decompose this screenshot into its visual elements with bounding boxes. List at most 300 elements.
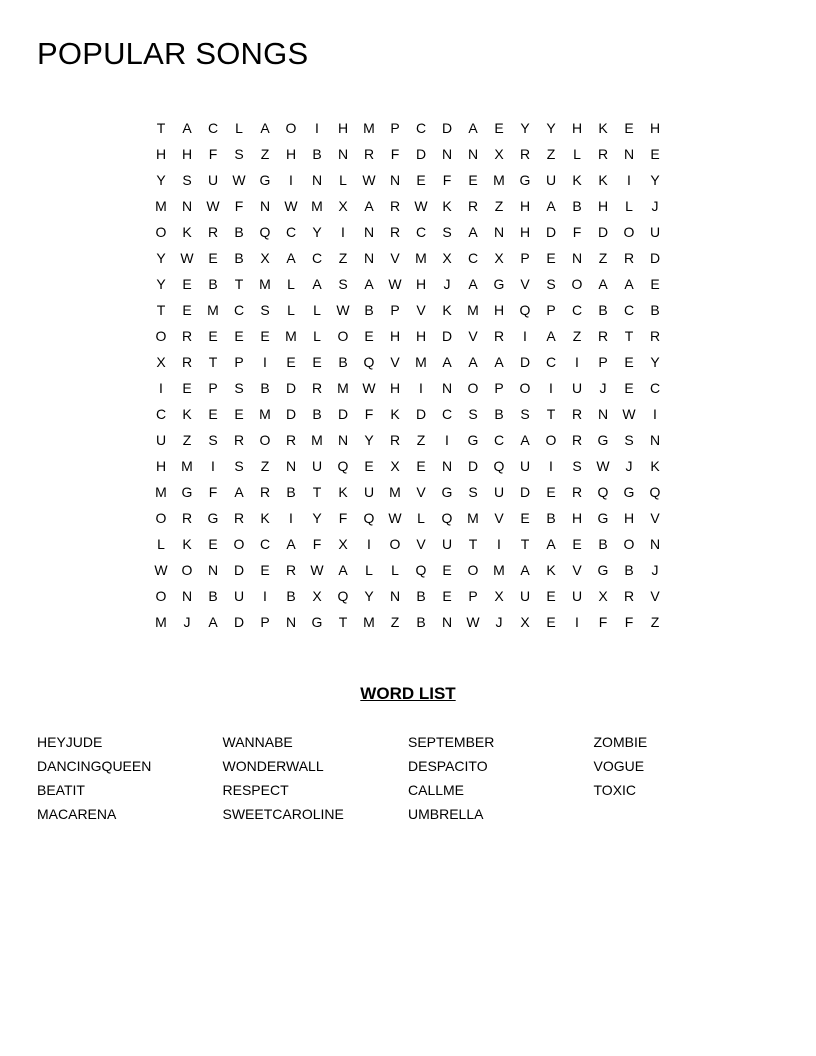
grid-letter: E (624, 380, 634, 396)
grid-letter: H (649, 120, 661, 136)
grid-letter: Y (520, 120, 530, 136)
grid-letter: E (624, 120, 634, 136)
grid-letter: L (417, 510, 425, 526)
grid-letter: J (599, 380, 607, 396)
grid-letter: C (415, 224, 427, 240)
grid-letter: R (389, 198, 401, 214)
grid-letter: B (416, 588, 426, 604)
grid-letter: E (182, 276, 192, 292)
grid-letter: B (598, 302, 608, 318)
grid-letter: E (208, 250, 218, 266)
grid-letter: W (362, 380, 376, 396)
grid-letter: W (466, 614, 480, 630)
grid-letter: G (623, 484, 635, 500)
grid-letter: N (389, 172, 401, 188)
grid-letter: B (234, 224, 244, 240)
grid-letter: A (286, 536, 296, 552)
grid-letter: E (364, 328, 374, 344)
grid-letter: S (338, 276, 348, 292)
grid-letter: R (259, 484, 271, 500)
grid-letter: C (259, 536, 271, 552)
grid-letter: A (234, 484, 244, 500)
grid-letter: F (312, 536, 322, 552)
grid-letter: P (546, 302, 556, 318)
grid-letter: U (207, 172, 219, 188)
grid-letter: H (155, 458, 167, 474)
word-list-item: WANNABE (222, 734, 293, 750)
grid-letter: R (181, 510, 193, 526)
grid-letter: Q (363, 354, 375, 370)
grid-letter: O (181, 562, 193, 578)
word-list-item: DESPACITO (408, 758, 488, 774)
grid-letter: D (415, 406, 427, 422)
grid-letter: S (442, 224, 452, 240)
grid-letter: J (625, 458, 633, 474)
grid-letter: S (468, 406, 478, 422)
grid-letter: C (207, 120, 219, 136)
grid-letter: E (416, 458, 426, 474)
grid-letter: X (494, 146, 504, 162)
word-list-item: UMBRELLA (408, 806, 484, 822)
grid-letter: W (284, 198, 298, 214)
grid-letter: C (623, 302, 635, 318)
grid-letter: T (468, 536, 478, 552)
word-list-item: BEATIT (37, 782, 85, 798)
grid-letter: L (157, 536, 165, 552)
grid-letter: E (572, 536, 582, 552)
grid-letter: E (494, 120, 504, 136)
grid-letter: H (519, 224, 531, 240)
grid-letter: O (155, 588, 167, 604)
grid-letter: U (571, 588, 583, 604)
grid-letter: X (494, 250, 504, 266)
grid-letter: R (597, 328, 609, 344)
grid-letter: O (623, 224, 635, 240)
grid-letter: G (493, 276, 505, 292)
grid-letter: X (156, 354, 166, 370)
grid-letter: U (519, 588, 531, 604)
grid-letter: N (337, 432, 349, 448)
grid-letter: R (389, 432, 401, 448)
grid-letter: E (546, 484, 556, 500)
grid-letter: W (622, 406, 636, 422)
grid-letter: E (234, 328, 244, 344)
grid-letter: N (467, 146, 479, 162)
grid-letter: O (571, 276, 583, 292)
grid-letter: M (493, 562, 505, 578)
grid-letter: M (259, 276, 271, 292)
grid-letter: H (519, 198, 531, 214)
grid-letter: W (154, 562, 168, 578)
grid-letter: M (311, 432, 323, 448)
grid-letter: J (651, 562, 659, 578)
page-title: POPULAR SONGS (37, 36, 309, 71)
grid-letter: N (337, 146, 349, 162)
grid-letter: L (235, 120, 243, 136)
grid-letter: R (623, 588, 635, 604)
grid-letter: H (415, 328, 427, 344)
grid-letter: K (442, 302, 452, 318)
grid-letter: X (390, 458, 400, 474)
grid-letter: A (312, 276, 322, 292)
grid-letter: W (206, 198, 220, 214)
grid-letter: B (208, 588, 218, 604)
word-list-heading: WORD LIST (360, 684, 456, 703)
grid-letter: F (338, 510, 348, 526)
grid-letter: Q (337, 588, 349, 604)
grid-letter: Z (390, 614, 400, 630)
grid-letter: H (337, 120, 349, 136)
grid-letter: B (598, 536, 608, 552)
grid-letter: I (549, 458, 553, 474)
grid-letter: A (520, 432, 530, 448)
grid-letter: F (572, 224, 582, 240)
grid-letter: H (389, 380, 401, 396)
grid-letter: M (493, 172, 505, 188)
grid-letter: T (208, 354, 218, 370)
grid-letter: L (313, 328, 321, 344)
grid-letter: S (234, 458, 244, 474)
grid-letter: S (572, 458, 582, 474)
grid-letter: A (182, 120, 192, 136)
grid-letter: Z (182, 432, 192, 448)
grid-letter: V (494, 510, 504, 526)
grid-letter: U (363, 484, 375, 500)
grid-letter: K (650, 458, 660, 474)
grid-letter: Q (649, 484, 661, 500)
grid-letter: B (650, 302, 660, 318)
grid-letter: S (234, 380, 244, 396)
grid-letter: I (263, 588, 267, 604)
grid-letter: K (338, 484, 348, 500)
grid-letter: P (234, 354, 244, 370)
grid-letter: C (467, 250, 479, 266)
grid-letter: E (546, 614, 556, 630)
grid-letter: O (467, 562, 479, 578)
grid-letter: J (443, 276, 451, 292)
grid-letter: A (468, 120, 478, 136)
grid-letter: X (520, 614, 530, 630)
grid-letter: E (624, 354, 634, 370)
grid-letter: B (572, 198, 582, 214)
grid-letter: Y (650, 354, 660, 370)
grid-letter: O (389, 536, 401, 552)
grid-letter: S (234, 146, 244, 162)
grid-letter: F (442, 172, 452, 188)
grid-letter: W (336, 302, 350, 318)
grid-letter: Y (156, 250, 166, 266)
grid-letter: S (624, 432, 634, 448)
grid-letter: D (519, 354, 531, 370)
grid-letter: A (546, 536, 556, 552)
grid-letter: I (575, 614, 579, 630)
grid-letter: J (495, 614, 503, 630)
grid-letter: R (493, 328, 505, 344)
grid-letter: N (441, 380, 453, 396)
grid-letter: T (156, 302, 166, 318)
grid-letter: M (155, 198, 167, 214)
grid-letter: A (208, 614, 218, 630)
grid-letter: B (286, 484, 296, 500)
grid-letter: V (390, 250, 400, 266)
grid-letter: W (388, 276, 402, 292)
grid-letter: N (181, 198, 193, 214)
grid-letter: G (207, 510, 219, 526)
grid-letter: D (467, 458, 479, 474)
grid-letter: E (182, 302, 192, 318)
grid-letter: N (571, 250, 583, 266)
grid-letter: F (598, 614, 608, 630)
grid-letter: E (416, 172, 426, 188)
grid-letter: N (259, 198, 271, 214)
grid-letter: G (597, 562, 609, 578)
grid-letter: I (289, 510, 293, 526)
grid-letter: I (159, 380, 163, 396)
grid-letter: F (208, 484, 218, 500)
grid-letter: M (389, 484, 401, 500)
grid-letter: H (389, 328, 401, 344)
grid-letter: H (493, 302, 505, 318)
grid-letter: I (289, 172, 293, 188)
grid-letter: Y (156, 172, 166, 188)
grid-letter: A (364, 198, 374, 214)
grid-letter: Q (415, 562, 427, 578)
grid-letter: E (208, 328, 218, 344)
grid-letter: T (546, 406, 556, 422)
grid-letter: H (597, 198, 609, 214)
grid-letter: M (155, 484, 167, 500)
grid-letter: M (337, 380, 349, 396)
grid-letter: I (315, 120, 319, 136)
grid-letter: M (467, 510, 479, 526)
grid-letter: T (338, 614, 348, 630)
grid-letter: E (364, 458, 374, 474)
grid-letter: A (598, 276, 608, 292)
grid-letter: D (545, 224, 557, 240)
grid-letter: S (546, 276, 556, 292)
grid-letter: T (156, 120, 166, 136)
word-list (37, 730, 779, 826)
grid-letter: C (311, 250, 323, 266)
grid-letter: R (233, 432, 245, 448)
grid-letter: X (312, 588, 322, 604)
grid-letter: V (416, 484, 426, 500)
grid-letter: E (312, 354, 322, 370)
grid-letter: Q (259, 224, 271, 240)
grid-letter: X (494, 588, 504, 604)
grid-letter: D (441, 328, 453, 344)
grid-letter: I (367, 536, 371, 552)
grid-letter: S (260, 302, 270, 318)
grid-letter: D (441, 120, 453, 136)
grid-letter: N (363, 224, 375, 240)
grid-letter: B (208, 276, 218, 292)
grid-letter: O (623, 536, 635, 552)
grid-letter: I (549, 380, 553, 396)
grid-letter: C (493, 432, 505, 448)
grid-letter: A (442, 354, 452, 370)
grid-letter: B (416, 614, 426, 630)
grid-letter: F (208, 146, 218, 162)
grid-letter: O (337, 328, 349, 344)
grid-letter: O (519, 380, 531, 396)
grid-letter: D (233, 562, 245, 578)
grid-letter: F (624, 614, 634, 630)
grid-letter: W (232, 172, 246, 188)
grid-letter: N (441, 146, 453, 162)
grid-letter: R (233, 510, 245, 526)
grid-letter: U (233, 588, 245, 604)
grid-letter: A (338, 562, 348, 578)
grid-letter: L (625, 198, 633, 214)
grid-letter: K (390, 406, 400, 422)
grid-letter: C (545, 354, 557, 370)
grid-letter: A (286, 250, 296, 266)
grid-letter: X (442, 250, 452, 266)
grid-letter: V (416, 302, 426, 318)
grid-letter: K (260, 510, 270, 526)
grid-letter: K (182, 224, 192, 240)
grid-letter: C (571, 302, 583, 318)
grid-letter: N (649, 536, 661, 552)
grid-letter: I (653, 406, 657, 422)
grid-letter: X (598, 588, 608, 604)
grid-letter: B (286, 588, 296, 604)
grid-letter: R (597, 146, 609, 162)
grid-letter: G (467, 432, 479, 448)
grid-letter: A (546, 328, 556, 344)
grid-letter: P (520, 250, 530, 266)
grid-letter: H (623, 510, 635, 526)
grid-letter: C (285, 224, 297, 240)
word-list-item: SWEETCAROLINE (222, 806, 344, 822)
grid-letter: Z (650, 614, 660, 630)
word-list-item: CALLME (408, 782, 465, 798)
grid-letter: X (260, 250, 270, 266)
grid-letter: R (285, 432, 297, 448)
grid-letter: P (390, 120, 400, 136)
grid-letter: M (363, 614, 375, 630)
grid-letter: L (287, 276, 295, 292)
grid-letter: K (182, 406, 192, 422)
grid-letter: R (311, 380, 323, 396)
grid-letter: R (363, 146, 375, 162)
grid-letter: E (650, 276, 660, 292)
grid-letter: Z (338, 250, 348, 266)
word-list-item: DANCINGQUEEN (37, 758, 152, 774)
grid-letter: U (155, 432, 167, 448)
grid-letter: E (650, 146, 660, 162)
grid-letter: M (311, 198, 323, 214)
grid-letter: B (494, 406, 504, 422)
grid-letter: G (181, 484, 193, 500)
grid-letter: J (183, 614, 191, 630)
grid-letter: H (155, 146, 167, 162)
grid-letter: H (571, 120, 583, 136)
grid-letter: S (182, 172, 192, 188)
grid-letter: M (181, 458, 193, 474)
grid-letter: E (182, 380, 192, 396)
grid-letter: E (442, 562, 452, 578)
grid-letter: F (364, 406, 374, 422)
grid-letter: O (545, 432, 557, 448)
grid-letter: R (207, 224, 219, 240)
grid-letter: S (520, 406, 530, 422)
word-list-item: ZOMBIE (593, 734, 648, 750)
grid-letter: O (259, 432, 271, 448)
grid-letter: M (415, 250, 427, 266)
grid-letter: C (441, 406, 453, 422)
grid-letter: D (285, 406, 297, 422)
grid-letter: R (649, 328, 661, 344)
grid-letter: Y (312, 224, 322, 240)
grid-letter: U (493, 484, 505, 500)
word-list-item: TOXIC (593, 782, 637, 798)
grid-letter: Q (519, 302, 531, 318)
grid-letter: T (520, 536, 530, 552)
grid-letter: N (389, 588, 401, 604)
grid-letter: A (624, 276, 634, 292)
grid-letter: D (337, 406, 349, 422)
grid-letter: L (287, 302, 295, 318)
grid-letter: L (573, 146, 581, 162)
grid-letter: R (571, 484, 583, 500)
grid-letter: A (520, 562, 530, 578)
grid-letter: R (389, 224, 401, 240)
grid-letter: D (415, 146, 427, 162)
grid-letter: B (312, 406, 322, 422)
grid-letter: R (571, 406, 583, 422)
grid-letter: M (285, 328, 297, 344)
grid-letter: Z (494, 198, 504, 214)
grid-letter: P (598, 354, 608, 370)
grid-letter: Y (156, 276, 166, 292)
grid-letter: B (624, 562, 634, 578)
grid-letter: E (234, 406, 244, 422)
grid-letter: N (181, 588, 193, 604)
grid-letter: Q (597, 484, 609, 500)
grid-letter: K (572, 172, 582, 188)
grid-letter: Y (312, 510, 322, 526)
grid-letter: K (598, 120, 608, 136)
grid-letter: N (493, 224, 505, 240)
grid-letter: Z (260, 458, 270, 474)
grid-letter: G (311, 614, 323, 630)
grid-letter: R (519, 146, 531, 162)
grid-letter: Q (363, 510, 375, 526)
grid-letter: O (467, 380, 479, 396)
grid-letter: C (155, 406, 167, 422)
grid-letter: G (519, 172, 531, 188)
grid-letter: U (649, 224, 661, 240)
grid-letter: N (441, 458, 453, 474)
grid-letter: W (414, 198, 428, 214)
grid-letter: Q (493, 458, 505, 474)
grid-letter: H (285, 146, 297, 162)
grid-letter: A (468, 276, 478, 292)
grid-letter: L (339, 172, 347, 188)
grid-letter: V (650, 588, 660, 604)
grid-letter: O (155, 328, 167, 344)
grid-letter: D (233, 614, 245, 630)
grid-letter: O (285, 120, 297, 136)
grid-letter: W (362, 172, 376, 188)
grid-letter: W (596, 458, 610, 474)
grid-letter: R (285, 562, 297, 578)
grid-letter: P (494, 380, 504, 396)
grid-letter: V (520, 276, 530, 292)
word-list-item: MACARENA (37, 806, 117, 822)
